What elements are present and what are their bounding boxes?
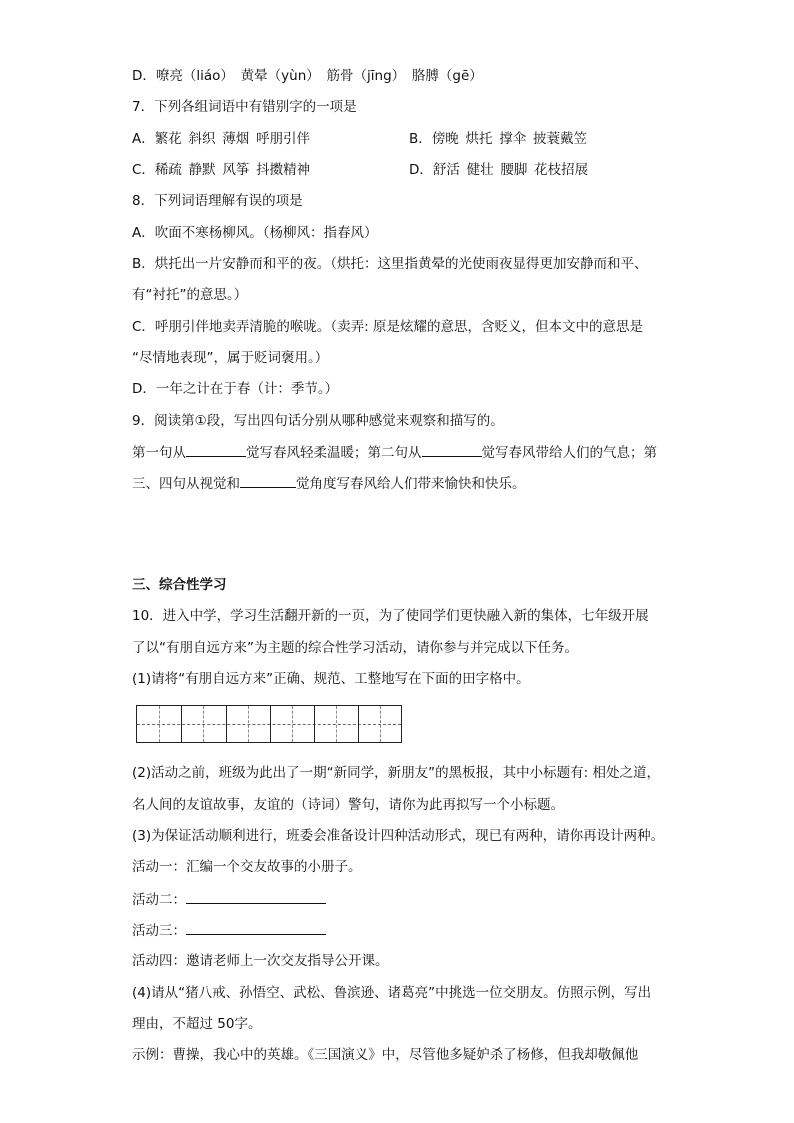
q8-option-c-line1: C．呼朋引伴地卖弄清脆的喉咙。（卖弄: 原是炫耀的意思，含贬义，但本文中的意思是 — [132, 319, 644, 335]
grid-cell-dashed-divider — [248, 706, 249, 742]
q9-line2-text-a: 三、四句从视觉和 — [132, 476, 240, 492]
grid-cell-dashed-divider — [292, 706, 293, 742]
q10-task3: (3)为保证活动顺利进行，班委会准备设计四种活动形式，现已有两种，请你再设计两种。 — [132, 828, 665, 844]
activity-1: 活动一：汇编一个交友故事的小册子。 — [132, 859, 362, 875]
q8-option-b-line1: B．烘托出一片安静而和平的夜。（烘托：这里指黄晕的光使雨夜显得更加安静而和平、 — [132, 256, 648, 272]
q9-line2-text-b: 觉角度写春风给人们带来愉快和快乐。 — [296, 476, 526, 492]
activity-4: 活动四：邀请老师上一次交友指导公开课。 — [132, 953, 389, 969]
q7-option-a: A．繁花 斜织 薄烟 呼朋引伴 — [132, 131, 310, 147]
q7-option-d: D．舒活 健壮 腰脚 花枝招展 — [409, 162, 589, 178]
q6-option-d: D．嘹亮（liáo） 黄晕（yùn） 筋骨（jīng） 胳膊（gē） — [132, 68, 483, 84]
grid-cell-divider — [358, 706, 359, 742]
grid-cell-divider — [314, 706, 315, 742]
activity-3-blank[interactable] — [186, 920, 326, 935]
activity-3 — [132, 920, 326, 941]
activity-3-label: 活动三： — [132, 923, 186, 939]
q10-example: 示例：曹操，我心中的英雄。《三国演义》中，尽管他多疑妒杀了杨修，但我却敬佩他 — [132, 1047, 639, 1063]
q9-blank-2[interactable] — [422, 442, 482, 457]
grid-cell-dashed-divider — [380, 706, 381, 742]
tianzige-writing-grid[interactable] — [136, 705, 402, 743]
grid-midline — [137, 724, 401, 725]
q8-option-c-line2: “尽情地表现”，属于贬词褒用。） — [132, 350, 329, 366]
q9-line1-text-b: 觉写春风轻柔温暖；第二句从 — [246, 445, 422, 461]
grid-cell-divider — [226, 706, 227, 742]
activity-2-label: 活动二： — [132, 892, 186, 908]
q9-line1-text-a: 第一句从 — [132, 445, 186, 461]
grid-cell-divider — [270, 706, 271, 742]
activity-2-blank[interactable] — [186, 889, 326, 904]
q10-stem-line2: 了以“有朋自远方来”为主题的综合性学习活动，请你参与并完成以下任务。 — [132, 640, 578, 656]
q9-line2 — [132, 473, 526, 494]
q10-task4-line2: 理由，不超过 50字。 — [132, 1016, 262, 1032]
q9-stem: 9．阅读第①段，写出四句话分别从哪种感觉来观察和描写的。 — [132, 413, 504, 429]
q10-task2-line2: 名人间的友谊故事，友谊的（诗词）警句，请你为此再拟写一个小标题。 — [132, 797, 564, 813]
grid-cell-dashed-divider — [159, 706, 160, 742]
grid-cell-dashed-divider — [336, 706, 337, 742]
grid-cell-dashed-divider — [203, 706, 204, 742]
q10-task4-line1: (4)请从“猪八戒、孙悟空、武松、鲁滨逊、诸葛亮”中挑选一位交朋友。仿照示例，写出 — [132, 985, 652, 1001]
q10-task1: (1)请将“有朋自远方来”正确、规范、工整地写在下面的田字格中。 — [132, 671, 530, 687]
q8-option-b-line2: 有“衬托”的意思。） — [132, 287, 248, 303]
q9-line1 — [132, 442, 657, 463]
q7-option-b: B．傍晚 烘托 撑伞 披蓑戴笠 — [409, 131, 588, 147]
q8-stem: 8．下列词语理解有误的项是 — [132, 193, 303, 209]
q10-stem-line1: 10．进入中学，学习生活翻开新的一页，为了使同学们更快融入新的集体，七年级开展 — [132, 608, 649, 624]
q10-task2-line1: (2)活动之前，班级为此出了一期“新同学，新朋友”的黑板报，其中小标题有: 相处之道， — [132, 765, 660, 781]
activity-2 — [132, 889, 326, 910]
q9-line1-text-c: 觉写春风带给人们的气息；第 — [481, 445, 657, 461]
q9-blank-3[interactable] — [240, 473, 296, 488]
q9-blank-1[interactable] — [186, 442, 246, 457]
q7-stem: 7．下列各组词语中有错别字的一项是 — [132, 99, 357, 115]
q8-option-d: D．一年之计在于春（计：季节。） — [132, 381, 339, 397]
section-heading: 三、综合性学习 — [132, 577, 227, 593]
q8-option-a: A．吹面不寒杨柳风。（杨柳风：指春风） — [132, 225, 378, 241]
grid-cell-divider — [181, 706, 182, 742]
q7-option-c: C．稀疏 静默 风筝 抖擞精神 — [132, 162, 311, 178]
